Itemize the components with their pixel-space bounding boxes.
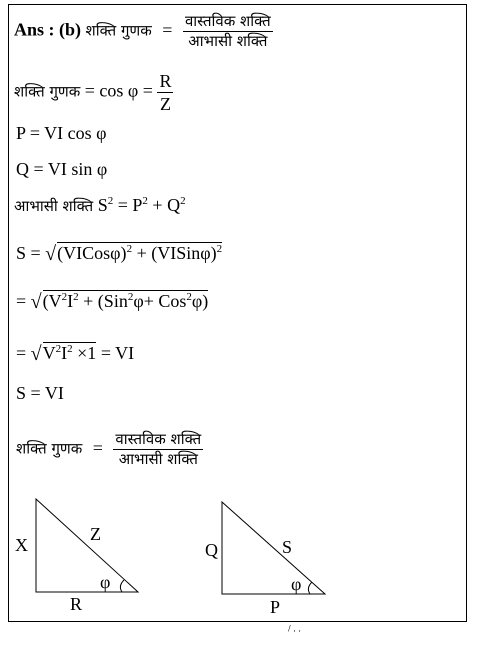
radicand-part: I [61,343,68,363]
exponent: 2 [142,195,148,207]
equation-lhs: S = [16,243,41,263]
apparent-power-text: आभासी शक्ति [118,450,198,468]
apparent-power-text: आभासी शक्ति [188,32,268,50]
triangle1-base-label: R [70,594,83,614]
exponent: 2 [127,291,134,303]
radicand-part: φ+ Cos [133,291,187,311]
radicand-part: I [67,291,74,311]
equals-sign: = [162,19,173,40]
radicand-part: V [42,343,56,363]
real-power-equation: P = VI cos φ [16,123,107,143]
equation-lhs: = [16,343,27,363]
exponent: 2 [216,243,223,255]
cos-expression: = cos φ = [84,80,153,101]
real-power-text: वास्तविक शक्ति [184,12,271,30]
exponent: 2 [107,195,114,207]
exponent: 2 [180,195,186,207]
exponent: 2 [73,291,79,303]
reactive-power-equation: Q = VI sin φ [16,159,108,179]
exponent: 2 [126,243,133,255]
exponent: 2 [186,291,192,303]
power-factor-text: शक्ति गुणक [85,21,152,40]
radicand-part: φ) [191,291,209,311]
radicand-part: + (VISinφ) [132,243,217,263]
fraction-numerator: R [159,71,172,91]
answer-label: Ans : (b) [14,19,82,40]
exponent: 2 [61,291,68,303]
exponent: 2 [67,343,73,355]
triangle2-base-label: P [270,597,281,617]
plus-q: + Q [152,195,181,215]
power-factor-text: शक्ति गुणक [14,82,81,101]
triangle1-hypotenuse-label: Z [90,524,101,544]
radicand-part: ×1 [72,343,97,363]
triangle2-hypotenuse-label: S [282,537,293,557]
square-root: √ $V^2I^2 \times 1$ [30,343,97,365]
power-triangle [222,502,325,594]
square-root: √ (VICosφ)$^2$ + (VISinφ)$^2$ [45,243,223,265]
impedance-triangle [36,499,138,592]
triangle1-side-label: X [15,535,28,555]
fraction-denominator: Z [159,94,171,114]
footer-mark: / , , [288,624,301,633]
apparent-power-text: आभासी शक्ति [14,197,94,215]
equation-lhs: = [16,291,27,311]
real-power-text: वास्तविक शक्ति [115,430,202,448]
triangle1-angle-label: φ [100,572,111,592]
square-root: √ ($V^2I^2 + (Sin^2\varphi+ Cos^2\varphi)$ [30,291,209,313]
equals-p: = P [117,195,143,215]
equals-sign: = [92,437,103,458]
s-symbol: S [97,195,108,215]
radicand-part: (VICosφ) [57,243,127,263]
radicand-part: (V [42,291,62,311]
exponent: 2 [55,343,62,355]
radicand-part: + (Sin [78,291,128,311]
result-equation: S = VI [16,383,64,403]
equation-rhs: = VI [96,343,135,363]
triangle2-angle-label: φ [291,574,302,594]
triangle2-side-label: Q [205,540,218,560]
power-factor-text: शक्ति गुणक [16,439,83,458]
